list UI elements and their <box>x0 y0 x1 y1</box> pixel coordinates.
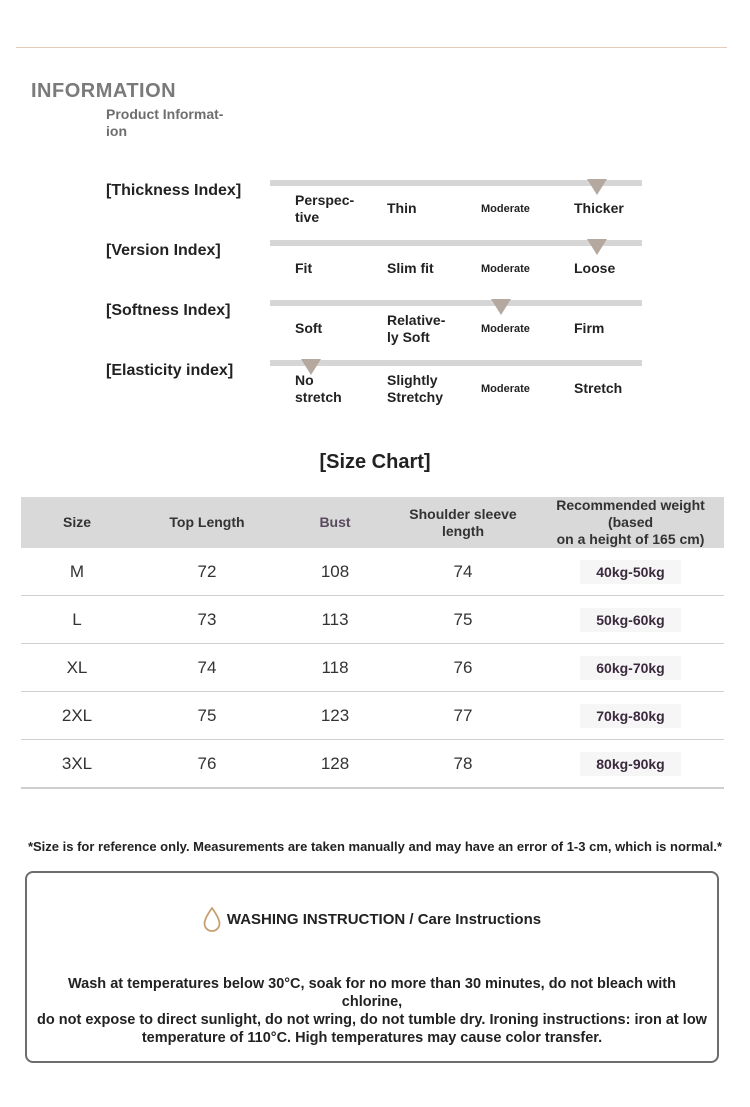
care-instructions-box <box>25 871 719 1063</box>
table-cell: 75 <box>389 596 537 644</box>
index-option: Slightly Stretchy <box>387 372 444 405</box>
table-cell: 73 <box>133 596 281 644</box>
table-cell <box>537 596 724 644</box>
table-cell: 77 <box>389 692 537 740</box>
weight-value: 40kg-50kg <box>580 560 680 584</box>
table-cell: 113 <box>281 596 389 644</box>
size-note: *Size is for reference only. Measurements are taken manually and may have an error of 1-3 cm, which is normal.* <box>27 839 723 854</box>
table-cell: 128 <box>281 740 389 789</box>
index-option: Perspec- tive <box>295 192 355 225</box>
index-scale-bar <box>270 300 642 306</box>
index-option: Thicker <box>574 200 624 216</box>
table-row <box>21 596 724 644</box>
index-scale-bar <box>270 240 642 246</box>
index-row <box>0 300 750 360</box>
table-cell: 3XL <box>21 740 133 789</box>
size-chart-title: [Size Chart] <box>319 451 431 473</box>
index-option: Relative- ly Soft <box>387 312 446 345</box>
index-option: No stretch <box>295 372 342 405</box>
header-bust: Bust <box>281 497 389 548</box>
weight-value: 60kg-70kg <box>580 656 680 680</box>
index-row <box>0 180 750 240</box>
index-label: [Version Index] <box>106 242 221 259</box>
table-row <box>21 644 724 692</box>
table-cell <box>537 548 724 596</box>
table-cell: M <box>21 548 133 596</box>
table-cell: 75 <box>133 692 281 740</box>
index-row <box>0 360 750 420</box>
weight-value: 50kg-60kg <box>580 608 680 632</box>
table-cell: 74 <box>389 548 537 596</box>
table-cell: XL <box>21 644 133 692</box>
index-option: Stretch <box>574 380 623 396</box>
care-text: Wash at temperatures below 30°C, soak for no more than 30 minutes, do not bleach with chlorine, do not expose to direct sunlight, do not wring, do not tumble dry. Ironing instructions: iron at low temperature of 110°C. High temperatures may cause color transfer. <box>37 976 707 1046</box>
index-option: Loose <box>574 260 616 276</box>
table-cell <box>537 692 724 740</box>
table-cell: 78 <box>389 740 537 789</box>
index-marker-icon <box>587 179 607 195</box>
index-label: [Elasticity index] <box>106 362 234 379</box>
index-option: Thin <box>387 200 417 216</box>
care-title: WASHING INSTRUCTION / Care Instructions <box>226 910 542 928</box>
index-option: Moderate <box>481 263 530 275</box>
index-row <box>0 240 750 300</box>
index-option: Moderate <box>481 323 530 335</box>
index-option: Moderate <box>481 203 530 215</box>
header-top-length: Top Length <box>133 497 281 548</box>
table-cell: 2XL <box>21 692 133 740</box>
header-recommended-weight: Recommended weight (based on a height of 165 cm) <box>537 497 724 548</box>
section-subtitle: Product Informat- ion <box>106 106 224 139</box>
table-cell: 108 <box>281 548 389 596</box>
index-option: Fit <box>295 260 313 276</box>
table-cell: 72 <box>133 548 281 596</box>
index-marker-icon <box>491 299 511 315</box>
table-cell: 76 <box>133 740 281 789</box>
header-size: Size <box>21 497 133 548</box>
index-scale-bar <box>270 180 642 186</box>
table-cell <box>537 740 724 789</box>
index-label: [Thickness Index] <box>106 182 242 199</box>
header-shoulder-sleeve: Shoulder sleeve length <box>389 497 537 548</box>
index-label: [Softness Index] <box>106 302 231 319</box>
weight-value: 70kg-80kg <box>580 704 680 728</box>
table-cell: L <box>21 596 133 644</box>
table-row <box>21 692 724 740</box>
table-cell: 118 <box>281 644 389 692</box>
size-chart-table <box>21 497 724 789</box>
index-option: Firm <box>574 320 605 336</box>
index-scale-bar <box>270 360 642 366</box>
table-row <box>21 548 724 596</box>
section-title: INFORMATION <box>31 80 177 102</box>
table-cell <box>537 644 724 692</box>
weight-value: 80kg-90kg <box>580 752 680 776</box>
care-heading <box>27 907 717 933</box>
index-option: Moderate <box>481 383 530 395</box>
index-option: Soft <box>295 320 323 336</box>
table-row <box>21 740 724 789</box>
top-divider <box>16 47 727 48</box>
table-cell: 76 <box>389 644 537 692</box>
index-option: Slim fit <box>387 260 434 276</box>
table-cell: 123 <box>281 692 389 740</box>
table-header-row <box>21 497 724 548</box>
table-cell: 74 <box>133 644 281 692</box>
index-marker-icon <box>587 239 607 255</box>
water-drop-icon <box>203 907 221 933</box>
